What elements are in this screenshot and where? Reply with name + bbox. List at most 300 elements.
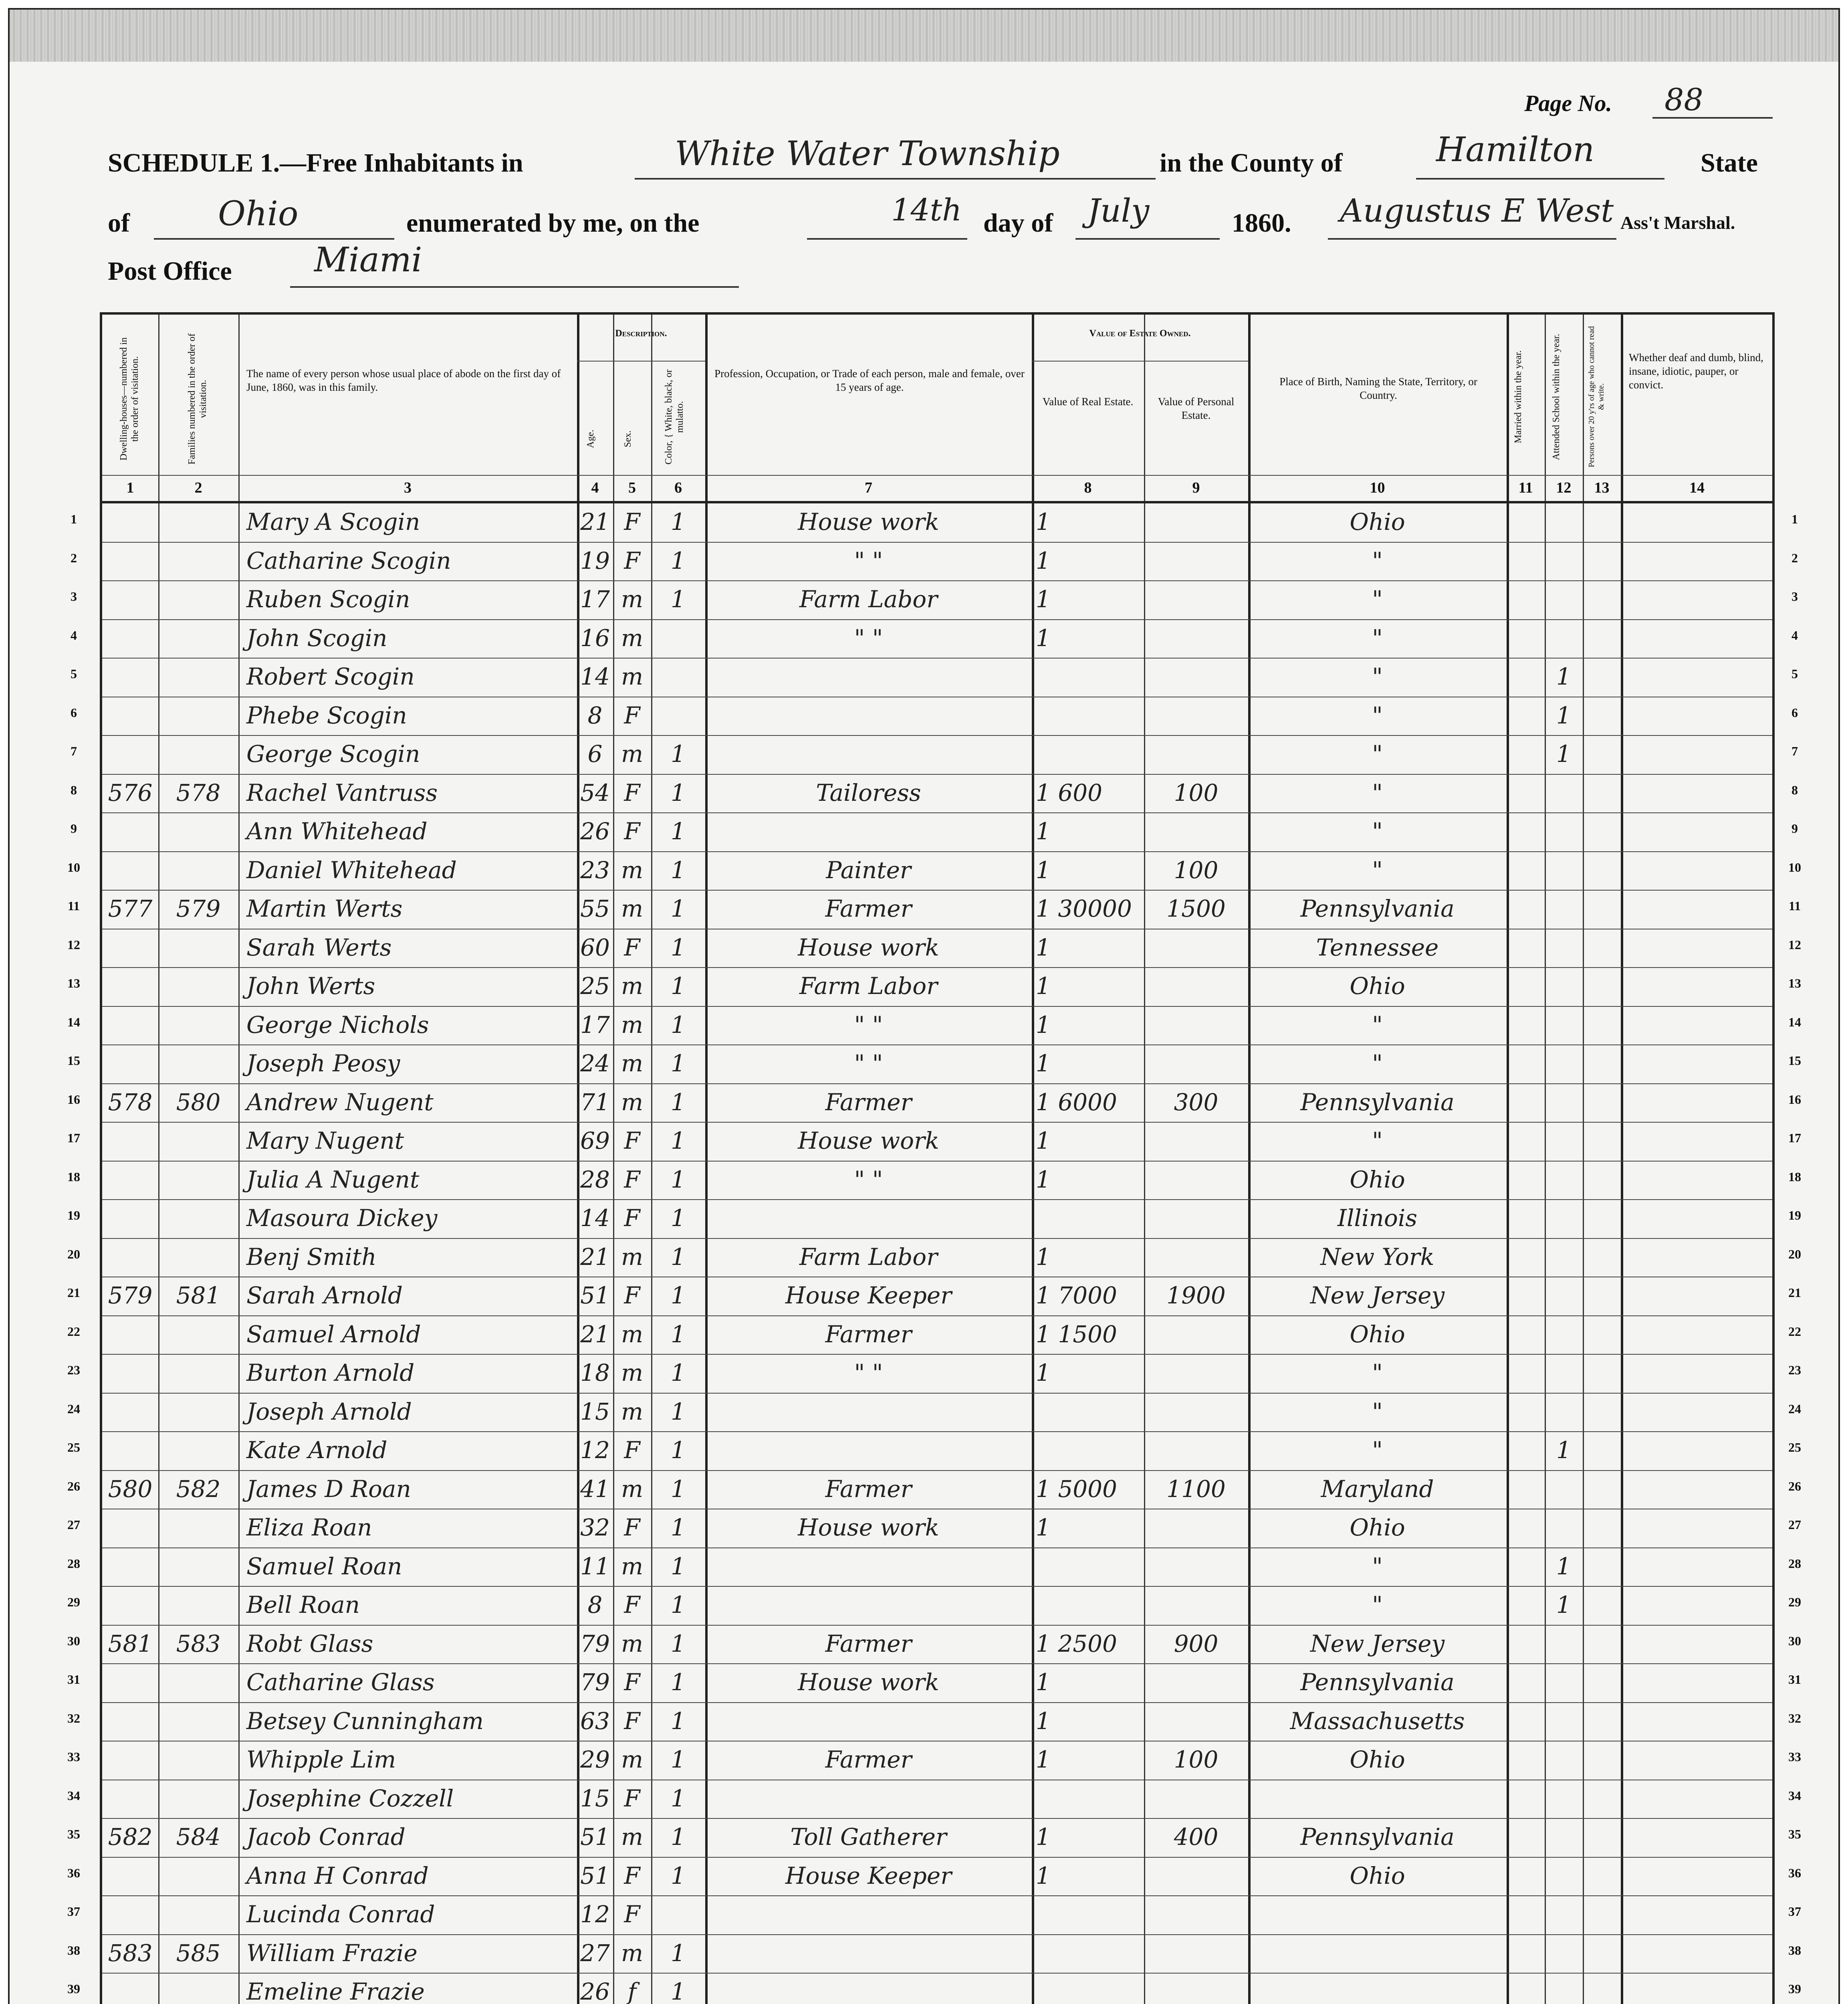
family-number [162, 658, 234, 695]
real-estate-value: 1 [1036, 1862, 1051, 1889]
col-number: 8 [1084, 479, 1092, 496]
color-mark: 1 [671, 972, 686, 1000]
birthplace: " [1372, 1436, 1383, 1464]
enumeration-day: 14th [891, 192, 962, 228]
dwelling-number: 583 [108, 1939, 153, 1967]
sex: F [624, 1707, 640, 1735]
real-estate-value: 1 [1036, 856, 1051, 884]
age: 21 [580, 1243, 610, 1271]
person-name: Emeline Frazie [246, 1978, 425, 2004]
col-11-header: Married within the year. [1513, 350, 1523, 443]
birthplace: " [1372, 779, 1383, 806]
family-number [162, 1857, 234, 1895]
page-number-line [1652, 117, 1773, 119]
birthplace: New Jersey [1310, 1282, 1445, 1309]
birthplace: Ohio [1350, 1862, 1405, 1889]
personal-estate-value [1144, 735, 1248, 773]
personal-estate-value [1144, 542, 1248, 580]
personal-estate-value [1144, 1199, 1248, 1237]
line-number: 32 [1788, 1711, 1801, 1725]
person-name: Julia A Nugent [246, 1166, 420, 1193]
sex: m [621, 856, 643, 884]
family-number [162, 1547, 234, 1585]
occupation: Farm Labor [799, 1243, 938, 1271]
col-10-header: Place of Birth, Naming the State, Territory, or Country. [1279, 376, 1477, 401]
col-1-header: Dwelling-houses—numbered in the order of visitation. [119, 337, 140, 461]
age: 28 [580, 1166, 610, 1193]
real-estate-value: 1 [1036, 1514, 1051, 1541]
personal-estate-value [1144, 1780, 1248, 1817]
color-mark: 1 [671, 1050, 686, 1077]
real-estate-value: 1 [1036, 1823, 1051, 1850]
occupation: House work [798, 1514, 939, 1541]
age: 14 [580, 1204, 610, 1232]
birthplace: " [1372, 856, 1383, 884]
personal-estate-value: 1500 [1166, 895, 1226, 922]
dwelling-number [106, 1161, 154, 1198]
personal-estate-value [1144, 967, 1248, 1005]
color-mark: 1 [671, 1320, 686, 1348]
dwelling-number: 577 [108, 895, 153, 922]
real-estate-value: 1 [1036, 508, 1051, 535]
birthplace [1248, 1895, 1507, 1933]
family-number [162, 542, 234, 580]
estate-header-line [1032, 361, 1248, 362]
personal-estate-value: 100 [1174, 856, 1219, 884]
color-mark: 1 [671, 895, 686, 922]
dwelling-number [106, 580, 154, 618]
occupation [705, 812, 1032, 850]
col-number: 6 [674, 479, 682, 496]
age: 11 [580, 1552, 610, 1580]
line-number: 3 [1792, 589, 1798, 604]
line-number: 1 [1792, 512, 1798, 526]
dwelling-number [106, 851, 154, 889]
col-number: 13 [1594, 479, 1610, 496]
occupation: Farm Labor [799, 972, 938, 1000]
real-estate-value: 1 [1036, 1707, 1051, 1735]
line-number: 13 [67, 976, 80, 990]
sex: F [624, 1436, 640, 1464]
real-estate-value: 1 [1036, 1127, 1051, 1154]
line-number: 31 [67, 1672, 80, 1687]
age: 15 [580, 1398, 610, 1425]
person-name: Sarah Arnold [246, 1282, 403, 1309]
birthplace: " [1372, 586, 1383, 613]
color-mark: 1 [671, 1552, 686, 1580]
color-mark: 1 [671, 856, 686, 884]
person-name: Whipple Lim [246, 1746, 396, 1773]
sex: F [624, 818, 640, 845]
sex: m [621, 1359, 643, 1386]
real-estate-value: 1 [1036, 933, 1051, 961]
school-mark [1545, 1934, 1583, 1972]
real-estate-value: 1 7000 [1036, 1282, 1117, 1309]
age: 12 [580, 1436, 610, 1464]
sex: F [624, 1591, 640, 1618]
person-name: Robt Glass [246, 1630, 373, 1657]
family-number [162, 967, 234, 1005]
age: 21 [580, 508, 610, 535]
dwelling-number [106, 1199, 154, 1237]
occupation [705, 735, 1032, 773]
sex: F [624, 701, 640, 729]
real-estate-value: 1 [1036, 1050, 1051, 1077]
personal-estate-value [1144, 1857, 1248, 1895]
line-number: 30 [67, 1633, 80, 1648]
census-sheet [8, 8, 1840, 2004]
desc-header-line [577, 361, 705, 362]
occupation [705, 697, 1032, 734]
dwelling-number: 576 [108, 779, 153, 806]
col-line-12 [1583, 315, 1584, 2004]
real-estate-value: 1 6000 [1036, 1088, 1117, 1116]
real-estate-value: 1 5000 [1036, 1475, 1117, 1503]
birthplace: " [1372, 818, 1383, 845]
line-number: 5 [71, 667, 77, 681]
occupation: House work [798, 1669, 939, 1696]
color-mark: 1 [671, 1746, 686, 1773]
col-number: 4 [591, 479, 599, 496]
sex: F [624, 779, 640, 806]
color-mark [651, 697, 705, 734]
enumerated-label: enumerated by me, on the [406, 208, 700, 238]
dwelling-number: 581 [108, 1630, 153, 1657]
dwelling-number [106, 735, 154, 773]
col-9-header: Value of Personal Estate. [1158, 396, 1235, 421]
month-line [1075, 238, 1220, 240]
line-number: 35 [1788, 1827, 1801, 1841]
dwelling-number [106, 1973, 154, 2004]
line-number: 11 [1788, 899, 1801, 913]
col-5-header: Sex. [623, 430, 633, 447]
personal-estate-value [1144, 929, 1248, 966]
line-number: 3 [71, 589, 77, 604]
dwelling-number [106, 1702, 154, 1740]
line-number: 36 [67, 1865, 80, 1880]
age: 71 [580, 1088, 610, 1116]
family-number [162, 697, 234, 734]
birthplace: Pennsylvania [1300, 1823, 1455, 1850]
dwelling-number [106, 1663, 154, 1701]
real-estate-value [1036, 1547, 1144, 1585]
sex: m [621, 1823, 643, 1850]
col-number: 14 [1689, 479, 1705, 496]
sex: F [624, 1282, 640, 1309]
birthplace: Pennsylvania [1300, 1088, 1455, 1116]
person-name: Mary A Scogin [246, 508, 420, 535]
occupation: Farmer [825, 1088, 912, 1116]
family-number [162, 1354, 234, 1392]
sex: F [624, 547, 640, 574]
personal-estate-value: 1100 [1166, 1475, 1226, 1503]
line-number: 17 [1788, 1131, 1801, 1145]
occupation [705, 1547, 1032, 1585]
line-number: 10 [67, 860, 80, 875]
age: 17 [580, 1011, 610, 1038]
color-mark: 1 [671, 933, 686, 961]
personal-estate-value: 100 [1174, 779, 1219, 806]
line-number: 37 [1788, 1904, 1801, 1919]
birthplace: Ohio [1350, 972, 1405, 1000]
occupation [705, 1702, 1032, 1740]
age: 41 [580, 1475, 610, 1503]
birthplace: " [1372, 1050, 1383, 1077]
person-name: Samuel Roan [246, 1552, 402, 1580]
line-number: 20 [67, 1246, 80, 1261]
sex: F [624, 1514, 640, 1541]
col-2-header: Families numbered in the order of visitation. [187, 333, 208, 465]
color-mark: 1 [671, 547, 686, 574]
age: 8 [587, 1591, 603, 1618]
birthplace: Ohio [1350, 1166, 1405, 1193]
birthplace: New Jersey [1310, 1630, 1445, 1657]
description-header: Description. [615, 328, 667, 339]
birthplace: " [1372, 1359, 1383, 1386]
personal-estate-value [1144, 1509, 1248, 1546]
sex: m [621, 663, 643, 690]
age: 32 [580, 1514, 610, 1541]
family-number: 584 [176, 1823, 221, 1850]
school-mark [1545, 1625, 1583, 1663]
person-name: Burton Arnold [246, 1359, 415, 1386]
line-number: 16 [1788, 1092, 1801, 1107]
line-number: 9 [1792, 821, 1798, 836]
sex: F [624, 1127, 640, 1154]
line-number: 24 [1788, 1401, 1801, 1416]
col-7-header: Profession, Occupation, or Trade of each person, male and female, over 15 years of age. [714, 368, 1025, 393]
person-name: Jacob Conrad [246, 1823, 406, 1850]
dwelling-number [106, 658, 154, 695]
age: 19 [580, 547, 610, 574]
line-number: 17 [67, 1131, 80, 1145]
line-number: 6 [71, 705, 77, 720]
line-number: 2 [71, 550, 77, 565]
post-office-name: Miami [314, 240, 422, 279]
line-number: 39 [67, 1982, 80, 1996]
dwelling-number [106, 1741, 154, 1778]
family-number: 580 [176, 1088, 221, 1116]
col-line-10 [1507, 315, 1509, 2004]
color-mark: 1 [671, 1978, 686, 2004]
day-of-label: day of [983, 208, 1053, 238]
age: 8 [587, 701, 603, 729]
family-number [162, 1238, 234, 1276]
person-name: John Scogin [246, 624, 387, 652]
person-name: Joseph Arnold [246, 1398, 412, 1425]
personal-estate-value [1144, 1122, 1248, 1160]
personal-estate-value [1144, 1702, 1248, 1740]
line-number: 13 [1788, 976, 1801, 990]
dwelling-number [106, 1315, 154, 1353]
line-number: 12 [67, 937, 80, 952]
real-estate-value: 1 [1036, 1746, 1051, 1773]
family-number [162, 1741, 234, 1778]
color-mark [651, 1895, 705, 1933]
scanned-edge [10, 10, 1838, 62]
occupation [705, 1586, 1032, 1624]
occupation: House work [798, 1127, 939, 1154]
birthplace: " [1372, 1127, 1383, 1154]
age: 51 [580, 1282, 610, 1309]
line-number: 31 [1788, 1672, 1801, 1687]
line-number: 30 [1788, 1633, 1801, 1648]
sex: F [624, 933, 640, 961]
occupation: " " [854, 1166, 883, 1193]
birthplace: New York [1320, 1243, 1434, 1271]
person-name: William Frazie [246, 1939, 418, 1967]
family-number: 581 [176, 1282, 221, 1309]
enumeration-year: 1860. [1232, 208, 1291, 238]
school-mark: 1 [1556, 1591, 1571, 1618]
line-number: 2 [1792, 550, 1798, 565]
personal-estate-value [1144, 812, 1248, 850]
dwelling-number [106, 697, 154, 734]
dwelling-number [106, 542, 154, 580]
line-number: 34 [1788, 1788, 1801, 1803]
line-number: 6 [1792, 705, 1798, 720]
line-number: 12 [1788, 937, 1801, 952]
line-number: 23 [1788, 1363, 1801, 1377]
township-line [635, 178, 1156, 180]
family-number [162, 1586, 234, 1624]
age: 51 [580, 1823, 610, 1850]
person-name: Samuel Arnold [246, 1320, 421, 1348]
county-label: in the County of [1160, 148, 1343, 178]
line-number: 26 [67, 1479, 80, 1493]
real-estate-value [1036, 1393, 1144, 1430]
marshal-label: Ass't Marshal. [1620, 212, 1735, 233]
age: 26 [580, 1978, 610, 2004]
color-mark [651, 658, 705, 695]
age: 55 [580, 895, 610, 922]
color-mark [651, 619, 705, 657]
family-number: 578 [176, 779, 221, 806]
color-mark: 1 [671, 1243, 686, 1271]
real-estate-value [1036, 1934, 1144, 1972]
personal-estate-value [1144, 1973, 1248, 2004]
age: 79 [580, 1630, 610, 1657]
occupation [705, 1199, 1032, 1237]
col-number: 9 [1192, 479, 1200, 496]
real-estate-value: 1 [1036, 1669, 1051, 1696]
person-name: James D Roan [246, 1475, 411, 1503]
occupation [705, 1780, 1032, 1817]
person-name: Josephine Cozzell [246, 1784, 454, 1812]
dwelling-number [106, 1547, 154, 1585]
sex: F [624, 1901, 640, 1928]
school-mark [1545, 1818, 1583, 1856]
col-3-header: The name of every person whose usual place of abode on the first day of June, 1860, was in this family. [246, 368, 561, 393]
person-name: Ruben Scogin [246, 586, 410, 613]
family-number [162, 503, 234, 541]
person-name: Robert Scogin [246, 663, 415, 690]
school-mark [1545, 1083, 1583, 1121]
personal-estate-value [1144, 658, 1248, 695]
dwelling-number: 580 [108, 1475, 153, 1503]
occupation [705, 1393, 1032, 1430]
color-mark: 1 [671, 1436, 686, 1464]
dwelling-number [106, 1006, 154, 1044]
personal-estate-value [1144, 619, 1248, 657]
age: 51 [580, 1862, 610, 1889]
township-name: White Water Township [675, 134, 1060, 173]
age: 21 [580, 1320, 610, 1348]
personal-estate-value [1144, 1895, 1248, 1933]
sex: F [624, 1862, 640, 1889]
day-line [807, 238, 967, 240]
line-number: 38 [67, 1943, 80, 1958]
line-number: 4 [1792, 628, 1798, 642]
dwelling-number [106, 1393, 154, 1430]
school-mark [1545, 812, 1583, 850]
color-mark: 1 [671, 1204, 686, 1232]
color-mark: 1 [671, 1591, 686, 1618]
birthplace: Ohio [1350, 1514, 1405, 1541]
state-label: State [1701, 148, 1758, 178]
line-number: 14 [67, 1014, 80, 1029]
age: 69 [580, 1127, 610, 1154]
family-number [162, 851, 234, 889]
occupation [705, 1973, 1032, 2004]
real-estate-value [1036, 1199, 1144, 1237]
county-line [1416, 178, 1664, 180]
birthplace: " [1372, 1591, 1383, 1618]
birthplace: " [1372, 701, 1383, 729]
school-mark [1545, 1780, 1583, 1817]
school-mark [1545, 1354, 1583, 1392]
dwelling-number [106, 1780, 154, 1817]
post-office-label: Post Office [108, 257, 232, 286]
occupation: " " [854, 624, 883, 652]
line-number: 9 [71, 821, 77, 836]
line-number: 25 [67, 1440, 80, 1455]
family-number [162, 1044, 234, 1082]
occupation [705, 1431, 1032, 1469]
color-mark: 1 [671, 818, 686, 845]
line-number: 34 [67, 1788, 80, 1803]
line-number: 37 [67, 1904, 80, 1919]
sex: F [624, 508, 640, 535]
birthplace: " [1372, 663, 1383, 690]
line-number: 22 [67, 1324, 80, 1339]
occupation: Farmer [825, 1746, 912, 1773]
page-label: Page No. [1524, 90, 1612, 116]
real-estate-value: 1 [1036, 624, 1051, 652]
person-name: Anna H Conrad [246, 1862, 429, 1889]
dwelling-number [106, 1044, 154, 1082]
school-mark [1545, 580, 1583, 618]
school-mark [1545, 1470, 1583, 1508]
color-mark: 1 [671, 1475, 686, 1503]
occupation: Tailoress [816, 779, 921, 806]
school-mark: 1 [1556, 740, 1571, 768]
sex: m [621, 1630, 643, 1657]
occupation: Farm Labor [799, 586, 938, 613]
family-number [162, 1161, 234, 1198]
personal-estate-value [1144, 1393, 1248, 1430]
school-mark [1545, 1702, 1583, 1740]
real-estate-value: 1 [1036, 818, 1051, 845]
person-name: Mary Nugent [246, 1127, 404, 1154]
color-mark: 1 [671, 1862, 686, 1889]
header-bottom-line [102, 475, 1772, 476]
state-name: Ohio [218, 194, 299, 233]
sex: m [621, 1088, 643, 1116]
personal-estate-value [1144, 1161, 1248, 1198]
real-estate-value: 1 1500 [1036, 1320, 1117, 1348]
dwelling-number [106, 1895, 154, 1933]
